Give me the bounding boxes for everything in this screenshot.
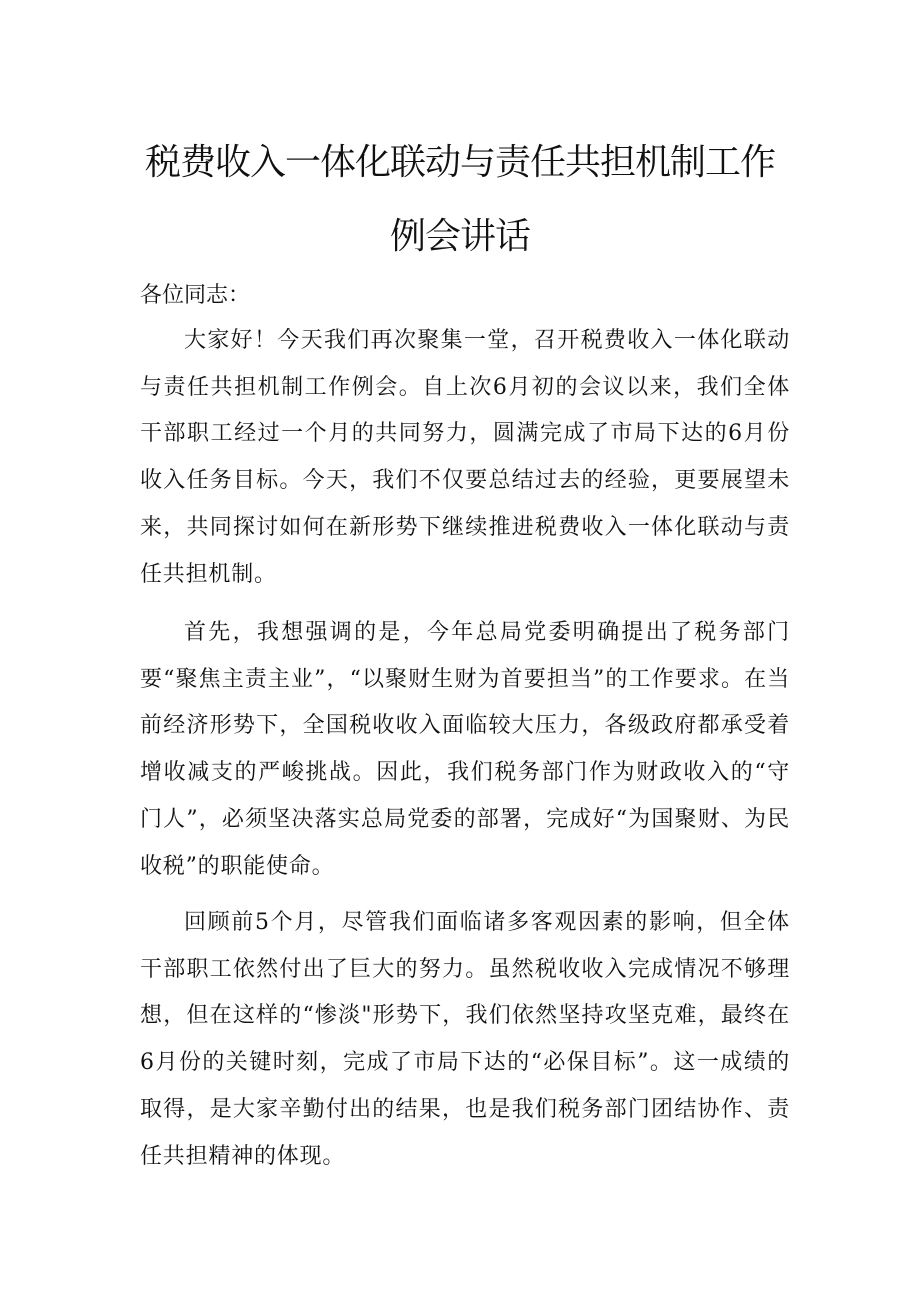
document-title-line-2: 例会讲话	[389, 216, 530, 257]
document-title-line-1: 税费收入一体化联动与责任共担机制工作	[144, 142, 775, 183]
paragraph-emphasis: 首先，我想强调的是，今年总局党委明确提出了税务部门要“聚焦主责主业”，“以聚财生财为首要担当”的工作要求。在当前经济形势下，全国税收收入面临较大压力，各级政府都承受着增收减支的严峻挑战。因此，我们税务部门作为财政收入的“守门人”，必须坚决落实总局党委的部署，完成好“为国聚财、为民收税”的职能使命。	[140, 620, 790, 879]
salutation: 各位同志：	[140, 283, 251, 308]
paragraph-opening: 大家好！今天我们再次聚集一堂，召开税费收入一体化联动与责任共担机制工作例会。自上次6月初的会议以来，我们全体干部职工经过一个月的共同努力，圆满完成了市局下达的6月份收入任务目标。今天，我们不仅要总结过去的经验，更要展望未来，共同探讨如何在新形势下继续推进税费收入一体化联动与责任共担机制。	[140, 328, 790, 587]
paragraph-review: 回顾前5个月，尽管我们面临诸多客观因素的影响，但全体干部职工依然付出了巨大的努力。虽然税收收入完成情况不够理想，但在这样的“惨淡"形势下，我们依然坚持攻坚克难，最终在6月份的关键时刻，完成了市局下达的“必保目标”。这一成绩的取得，是大家辛勤付出的结果，也是我们税务部门团结协作、责任共担精神的体现。	[140, 910, 790, 1169]
